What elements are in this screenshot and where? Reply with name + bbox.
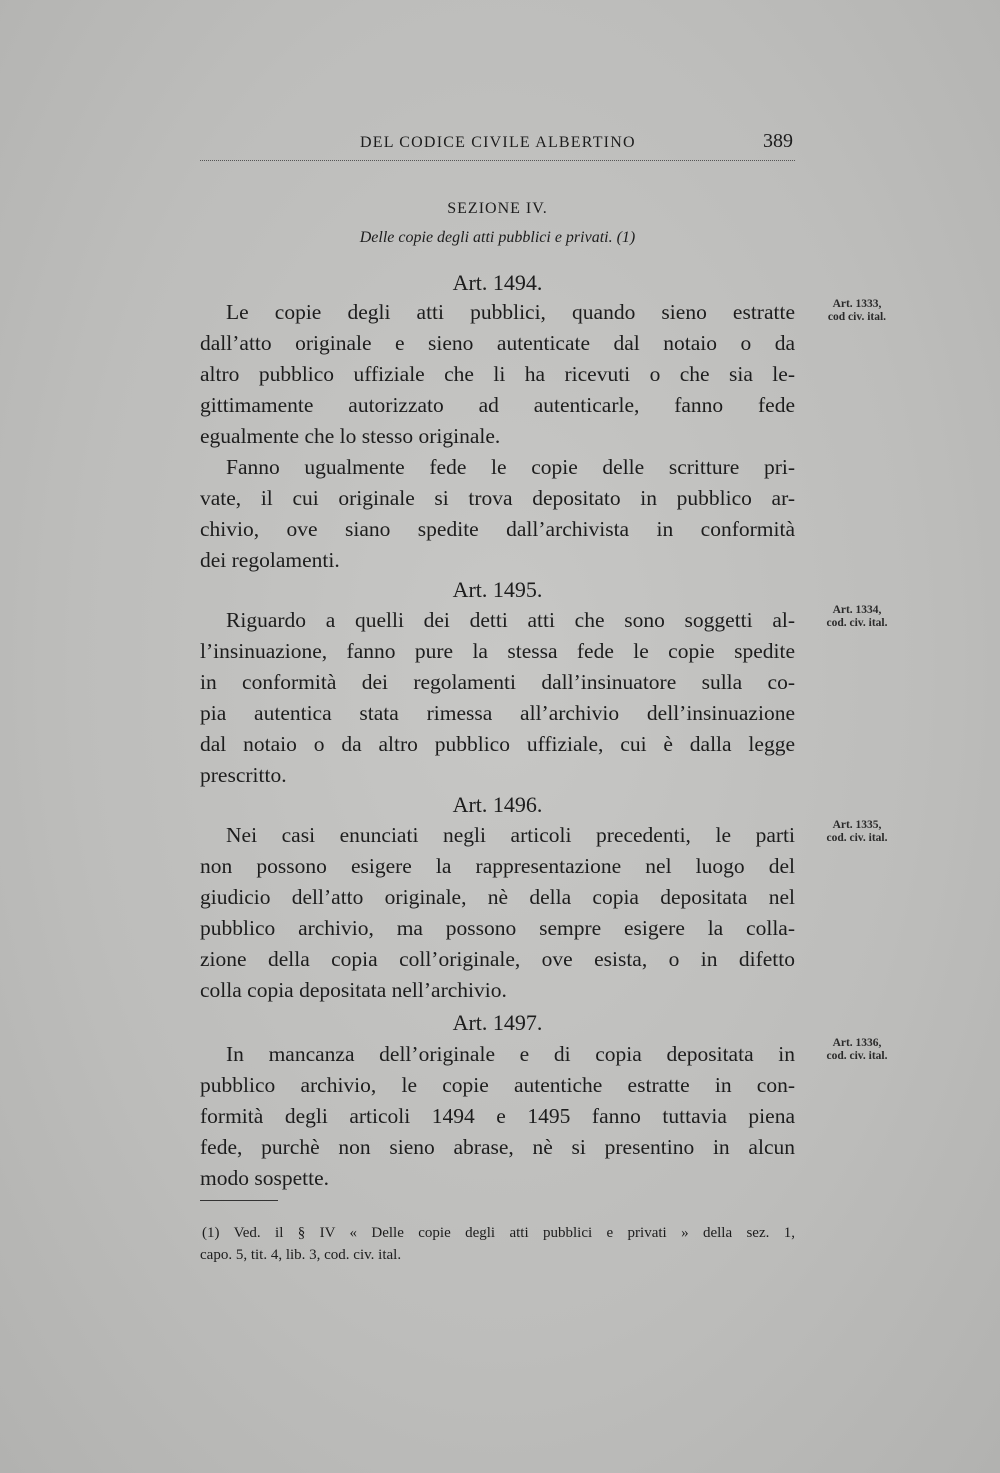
text-line: Riguardo a quelli dei detti atti che sono soggetti al- xyxy=(226,608,795,632)
text-line: in conformità dei regolamenti dall’insinuatore sulla co- xyxy=(200,670,795,694)
text-line: Le copie degli atti pubblici, quando sieno estratte xyxy=(226,300,795,324)
text-line: giudicio dell’atto originale, nè della copia depositata nel xyxy=(200,885,795,909)
text-line: dal notaio o da altro pubblico uffiziale, cui è dalla legge xyxy=(200,732,795,756)
text-line: vate, il cui originale si trova depositato in pubblico ar- xyxy=(200,486,795,510)
text-line: altro pubblico uffiziale che li ha ricevuti o che sia le- xyxy=(200,362,795,386)
text-line: fede, purchè non sieno abrase, nè si presentino in alcun xyxy=(200,1135,795,1159)
article-1494-paragraph-1 xyxy=(200,297,795,452)
section-title: SEZIONE IV. xyxy=(447,200,548,217)
text-line: zione della copia coll’originale, ove esista, o in difetto xyxy=(200,947,795,971)
article-heading-1495: Art. 1495. xyxy=(452,577,543,602)
article-1496-paragraph-1 xyxy=(200,820,795,1006)
text-line: dei regolamenti. xyxy=(200,548,340,572)
text-line: In mancanza dell’originale e di copia depositata in xyxy=(226,1042,795,1066)
article-1497-paragraph-1 xyxy=(200,1039,795,1194)
margin-note-line: Art. 1333, xyxy=(832,298,882,310)
text-line: modo sospette. xyxy=(200,1166,329,1190)
footnote-line: (1) Ved. il § IV « Delle copie degli atti pubblici e privati » della sez. 1, xyxy=(202,1225,795,1241)
text-line: l’insinuazione, fanno pure la stessa fede le copie spedite xyxy=(200,639,795,663)
margin-note-1495 xyxy=(812,604,902,630)
text-line: pubblico archivio, ma possono sempre esigere la colla- xyxy=(200,916,795,940)
text-line: dall’atto originale e sieno autenticate dal notaio o da xyxy=(200,331,795,355)
article-heading-1494: Art. 1494. xyxy=(452,270,543,295)
margin-note-line: Art. 1335, xyxy=(832,819,882,831)
text-line: chivio, ove siano spedite dall’archivista in conformità xyxy=(200,517,795,541)
footnote-rule xyxy=(200,1200,278,1201)
running-title: DEL CODICE CIVILE ALBERTINO xyxy=(360,134,636,151)
text-line: gittimamente autorizzato ad autenticarle, fanno fede xyxy=(200,393,795,417)
margin-note-line: cod civ. ital. xyxy=(827,311,887,323)
running-header xyxy=(200,130,795,161)
text-line: egualmente che lo stesso originale. xyxy=(200,424,501,448)
margin-note-line: Art. 1334, xyxy=(832,604,882,616)
footnote-line: capo. 5, tit. 4, lib. 3, cod. civ. ital. xyxy=(200,1247,402,1263)
text-line: prescritto. xyxy=(200,763,287,787)
text-line: colla copia depositata nell’archivio. xyxy=(200,978,507,1002)
margin-note-1496 xyxy=(812,819,902,845)
section-subtitle: Delle copie degli atti pubblici e privati. (1) xyxy=(359,229,636,246)
page-number: 389 xyxy=(763,130,793,152)
margin-note-line: cod. civ. ital. xyxy=(826,832,888,844)
margin-note-line: Art. 1336, xyxy=(832,1037,882,1049)
margin-note-line: cod. civ. ital. xyxy=(826,1050,888,1062)
margin-note-1494 xyxy=(812,298,902,324)
margin-note-line: cod. civ. ital. xyxy=(826,617,888,629)
article-1494-paragraph-2 xyxy=(200,452,795,576)
footnote xyxy=(200,1222,795,1266)
text-line: pia autentica stata rimessa all’archivio dell’insinuazione xyxy=(200,701,795,725)
text-line: non possono esigere la rappresentazione nel luogo del xyxy=(200,854,795,878)
text-line: pubblico archivio, le copie autentiche estratte in con- xyxy=(200,1073,795,1097)
article-heading-1496: Art. 1496. xyxy=(452,792,543,817)
text-line: Fanno ugualmente fede le copie delle scritture pri- xyxy=(226,455,795,479)
text-line: Nei casi enunciati negli articoli precedenti, le parti xyxy=(226,823,795,847)
margin-note-1497 xyxy=(812,1037,902,1063)
article-heading-1497: Art. 1497. xyxy=(452,1010,543,1035)
text-line: formità degli articoli 1494 e 1495 fanno tuttavia piena xyxy=(200,1104,795,1128)
article-1495-paragraph-1 xyxy=(200,605,795,791)
